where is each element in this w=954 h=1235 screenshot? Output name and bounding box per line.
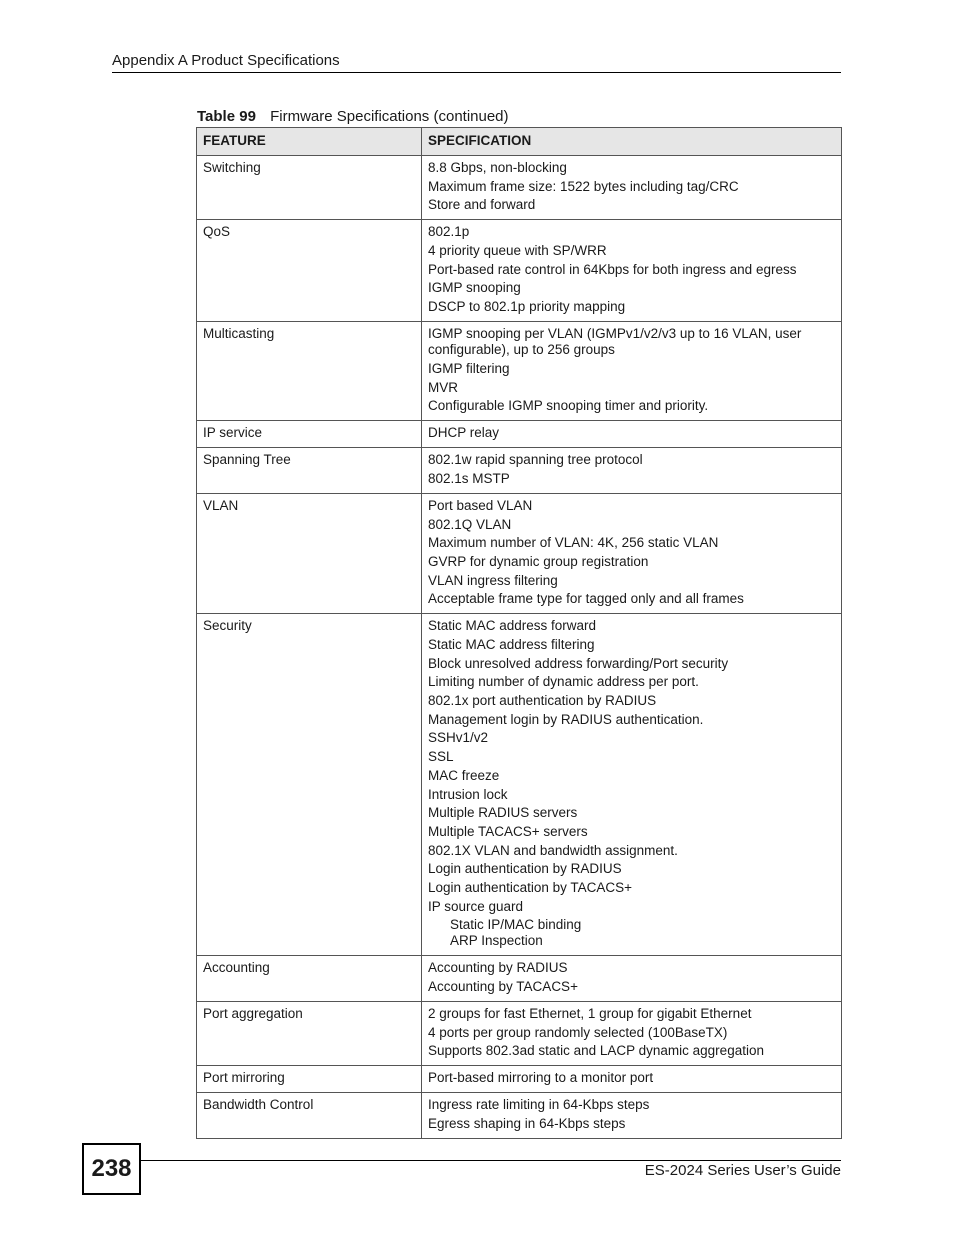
specification-line: IGMP snooping (428, 280, 521, 296)
specification-line: Maximum frame size: 1522 bytes including tag/CRC (428, 178, 739, 194)
specification-cell (422, 156, 842, 220)
specification-line: Multiple TACACS+ servers (428, 823, 588, 839)
specification-line: DSCP to 802.1p priority mapping (428, 299, 626, 315)
specification-line: 2 groups for fast Ethernet, 1 group for gigabit Ethernet (428, 1006, 752, 1021)
feature-cell: IP service (197, 421, 422, 448)
specification-line: Static MAC address forward (428, 618, 597, 634)
specification-line: 4 ports per group randomly selected (100BaseTX) (428, 1024, 728, 1040)
specification-line: IGMP snooping per VLAN (IGMPv1/v2/v3 up to 16 VLAN, user configurable), up to 256 groups (428, 326, 802, 358)
table-caption-text: Firmware Specifications (continued) (270, 108, 509, 125)
specification-line: IGMP filtering (428, 360, 510, 376)
table-row (197, 493, 842, 613)
specification-cell (422, 614, 842, 956)
specification-line: Accounting by TACACS+ (428, 979, 578, 994)
specification-cell (422, 322, 842, 421)
specification-line: MAC freeze (428, 767, 500, 783)
feature-cell: Bandwidth Control (197, 1093, 422, 1139)
table-row (197, 1002, 842, 1066)
specification-cell (422, 1093, 842, 1139)
table-row (197, 322, 842, 421)
table-row (197, 448, 842, 494)
feature-cell: Spanning Tree (197, 448, 422, 494)
specification-line: Port based VLAN (428, 497, 533, 513)
specification-line: Acceptable frame type for tagged only and all frames (428, 591, 744, 607)
feature-cell: Port mirroring (197, 1066, 422, 1093)
specification-cell (422, 493, 842, 613)
table-row (197, 156, 842, 220)
specification-line: Limiting number of dynamic address per port. (428, 674, 699, 690)
specification-line: Port-based mirroring to a monitor port (428, 1070, 654, 1086)
page-number: 238 (82, 1143, 141, 1195)
table-row (197, 614, 842, 956)
specification-line: Store and forward (428, 197, 536, 213)
guide-title: ES-2024 Series User’s Guide (644, 1162, 841, 1179)
table-header-row (197, 128, 842, 156)
specification-line: Block unresolved address forwarding/Port security (428, 655, 729, 671)
firmware-spec-table (196, 127, 842, 1139)
feature-cell: Multicasting (197, 322, 422, 421)
specification-line: VLAN ingress filtering (428, 572, 558, 588)
feature-cell: VLAN (197, 493, 422, 613)
specification-line: Accounting by RADIUS (428, 960, 568, 976)
specification-line: Supports 802.3ad static and LACP dynamic aggregation (428, 1043, 764, 1059)
specification-line: DHCP relay (428, 425, 500, 441)
specification-line: 802.1x port authentication by RADIUS (428, 693, 657, 709)
table-caption-label: Table 99 (197, 108, 256, 125)
table-row (197, 956, 842, 1002)
specification-line: 802.1Q VLAN (428, 516, 512, 532)
specification-line: 4 priority queue with SP/WRR (428, 243, 607, 259)
specification-column-header: SPECIFICATION (422, 128, 842, 156)
specification-cell (422, 1066, 842, 1093)
specification-line: Ingress rate limiting in 64-Kbps steps (428, 1097, 650, 1113)
specification-line: Port-based rate control in 64Kbps for both ingress and egress (428, 261, 797, 277)
specification-line: Login authentication by RADIUS (428, 861, 622, 877)
specification-line: Intrusion lock (428, 786, 508, 802)
specification-line: 802.1w rapid spanning tree protocol (428, 452, 643, 468)
table-row (197, 421, 842, 448)
specification-line: MVR (428, 379, 458, 395)
specification-line: Static MAC address filtering (428, 637, 595, 652)
specification-line: IP source guard (428, 898, 524, 914)
specification-line: Maximum number of VLAN: 4K, 256 static VLAN (428, 535, 719, 551)
table-row (197, 1093, 842, 1139)
feature-cell: Switching (197, 156, 422, 220)
specification-cell (422, 1002, 842, 1066)
specification-cell (422, 220, 842, 322)
feature-cell: QoS (197, 220, 422, 322)
table-body (197, 156, 842, 1139)
specification-line: 802.1p (428, 224, 470, 240)
feature-cell: Port aggregation (197, 1002, 422, 1066)
specification-cell (422, 421, 842, 448)
specification-line: Egress shaping in 64-Kbps steps (428, 1116, 626, 1132)
feature-cell: Security (197, 614, 422, 956)
specification-line: 802.1s MSTP (428, 470, 510, 486)
specification-line: Multiple RADIUS servers (428, 805, 578, 821)
feature-column-header: FEATURE (197, 128, 422, 156)
table-row (197, 220, 842, 322)
specification-line: Management login by RADIUS authentication. (428, 711, 704, 727)
specification-line: GVRP for dynamic group registration (428, 553, 649, 569)
specification-line: Login authentication by TACACS+ (428, 879, 633, 895)
section-title: Appendix A Product Specifications (112, 52, 340, 69)
page-header (112, 52, 841, 73)
feature-cell: Accounting (197, 956, 422, 1002)
specification-line: SSHv1/v2 (428, 730, 489, 746)
table-row (197, 1066, 842, 1093)
specification-cell (422, 448, 842, 494)
specification-subline: ARP Inspection (450, 933, 543, 949)
specification-line: 8.8 Gbps, non-blocking (428, 160, 567, 175)
specification-line: 802.1X VLAN and bandwidth assignment. (428, 842, 678, 858)
specification-line: SSL (428, 749, 454, 765)
footer-rule (141, 1160, 841, 1161)
specification-line: Configurable IGMP snooping timer and priority. (428, 398, 709, 414)
table-caption (197, 108, 509, 125)
specification-subline: Static IP/MAC binding (450, 917, 582, 933)
specification-cell (422, 956, 842, 1002)
